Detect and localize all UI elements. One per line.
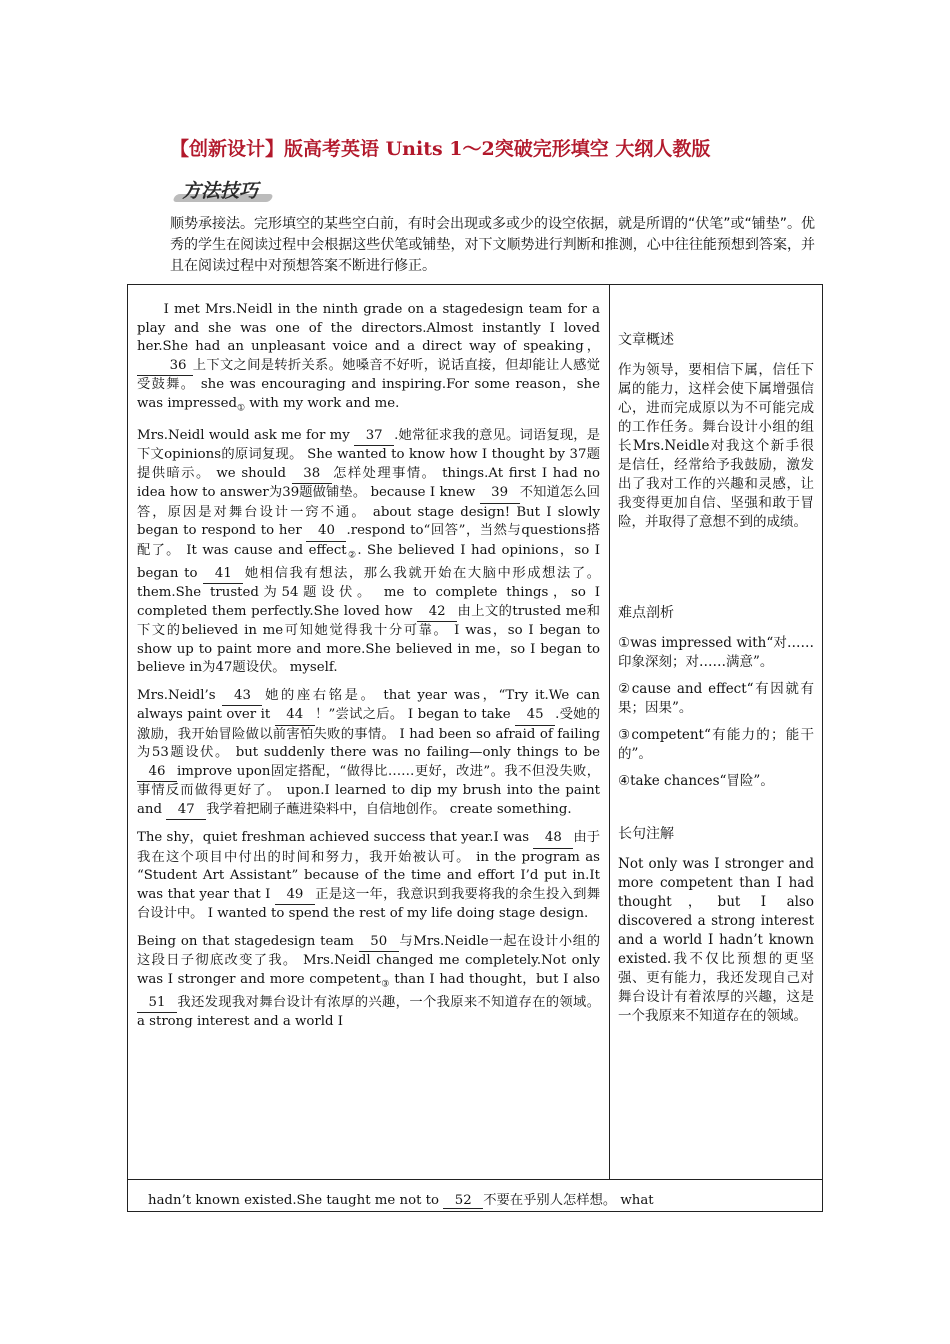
blank-49[interactable]: 49 [275,886,315,906]
blank-40[interactable]: 40 [306,522,346,542]
notes-column [610,285,822,1179]
passage-paragraph-1: I met Mrs.Neidl in the ninth grade on a stagedesign team for a play and she was one of the directors.Almost instantly I loved her.She had an unpleasant voice and a direct way of speaking， 36 上下文之间是转折关系。她嗓音不好听，说话直接，但却能让人感觉受鼓舞。 she was encouraging and inspiring.For some reason，she was impressed$_①$ with my work and me. [137,302,600,414]
method-badge [168,174,288,206]
blank-42[interactable]: 42 [417,603,457,623]
long-sentence-text: Not only was I stronger and more competent than I had thought，but I also discovered a strong interest and a world I hadn’t known existed.我不仅比预想的更坚强、更有能力，我还发现自己对舞台设计有着浓厚的兴趣，这是一个我原来不知道存在的领域。 [618,856,814,1024]
blank-45[interactable]: 45 [515,706,555,726]
blank-36[interactable]: 36 [137,357,193,377]
blank-43[interactable]: 43 [222,687,262,707]
summary-text: 作为领导，要相信下属，信任下属的能力，这样会使下属增强信心，进而完成原以为不可能完成的工作任务。舞台设计小组的组长Mrs.Neidle对我这个新手很是信任，经常给予我鼓励，激发出了我对工作的兴趣和灵感，让我变得更加自信、坚强和敢于冒险，并取得了意想不到的成绩。 [618,362,814,530]
passage-column [128,285,610,1179]
summary-heading: 文章概述 [618,332,674,348]
passage-table [127,284,823,1180]
badge-label: 方法技巧 [182,180,259,202]
blank-50[interactable]: 50 [359,933,399,953]
blank-44[interactable]: 44 [275,706,315,726]
passage-paragraph-2: Mrs.Neidl would ask me for my 37 .她常征求我的意见。词语复现，是下文opinions的原词复现。 She wanted to know how I thought by 37题提供暗示。 we should 38 怎样处理事情。 things.At first I had no idea how to answer为39题做铺垫。 because I knew 39 不知道怎么回答，原因是对舞台设计一窍不通。 about stage design! But I slowly began to respond to her 40 .respond to“回答”，当然与questions搭配了。 It was cause and effect$_②$. She believed I had opinions，so I began to 41 她相信我有想法，那么我就开始在大脑中形成想法了。 them.She trusted为54题设伏。 me to complete things，so I completed them perfectly.She loved how 42 由上文的trusted me和下文的believed in me可知她觉得我十分可靠。 I was，so I began to show up to paint more and more.She believed in me，so I began to believe in为47题设伏。 myself. [137,427,601,676]
long-sentence-heading: 长句注解 [618,826,674,842]
blank-52[interactable]: 52 [443,1193,483,1209]
blank-41[interactable]: 41 [203,565,243,585]
blank-46[interactable]: 46 [137,763,177,783]
blank-37[interactable]: 37 [354,427,394,447]
blank-51[interactable]: 51 [137,994,177,1014]
blank-47[interactable]: 47 [166,801,206,821]
blank-48[interactable]: 48 [533,829,573,849]
analysis-item-4: ④take chances“冒险”。 [618,773,774,789]
analysis-item-1: ①was impressed with“对……印象深刻；对……满意”。 [618,635,814,670]
continuation-row: hadn’t known existed.She taught me not to 52 不要在乎别人怎样想。 what [127,1180,823,1212]
analysis-item-2: ②cause and effect“有因就有果；因果”。 [618,681,814,716]
passage-paragraph-5: Being on that stagedesign team 50 与Mrs.Neidle一起在设计小组的这段日子彻底改变了我。 Mrs.Neidl changed me completely.Not only was I stronger and more competent$_③$ than I had thought，but I also 51 我还发现我对舞台设计有浓厚的兴趣，一个我原来不知道存在的领域。 a strong interest and a world I [137,933,601,1030]
analysis-heading: 难点剖析 [618,605,674,621]
passage-paragraph-4: The shy，quiet freshman achieved success that year.I was 48 由于我在这个项目中付出的时间和努力，我开始被认可。 in the program as “Student Art Assistant” because of the time and effort I’d put in.It was that year that I 49 正是这一年，我意识到我要将我的余生投入到舞台设计中。 I wanted to spend the rest of my life doing stage design. [137,830,601,922]
passage-paragraph-3: Mrs.Neidl’s 43 她的座右铭是。 that year was，“Try it.We can always paint over it 44 ！”尝试之后。 I began to take 45 .受她的激励，我开始冒险做以前害怕失败的事情。 I had been so afraid of failing为53题设伏。 but suddenly there was no failing—only things to be 46 improve upon固定搭配，“做得比……更好，改进”。我不但没失败，事情反而做得更好了。 upon.I learned to dip my brush into the paint and 47 我学着把刷子蘸进染料中，自信地创作。 create something. [137,687,600,821]
intro-paragraph: 顺势承接法。完形填空的某些空白前，有时会出现或多或少的设空依据，就是所谓的“伏笔”或“铺垫”。优秀的学生在阅读过程中会根据这些伏笔或铺垫，对下文顺势进行判断和推测，心中往往能预想到答案，并且在阅读过程中对预想答案不断进行修正。 [170,216,816,274]
document-title: 【创新设计】版高考英语 Units 1～2突破完形填空 大纲人教版 [170,138,711,160]
blank-38[interactable]: 38 [292,465,332,485]
analysis-item-3: ③competent“有能力的；能干的”。 [618,727,814,762]
blank-39[interactable]: 39 [480,484,520,504]
